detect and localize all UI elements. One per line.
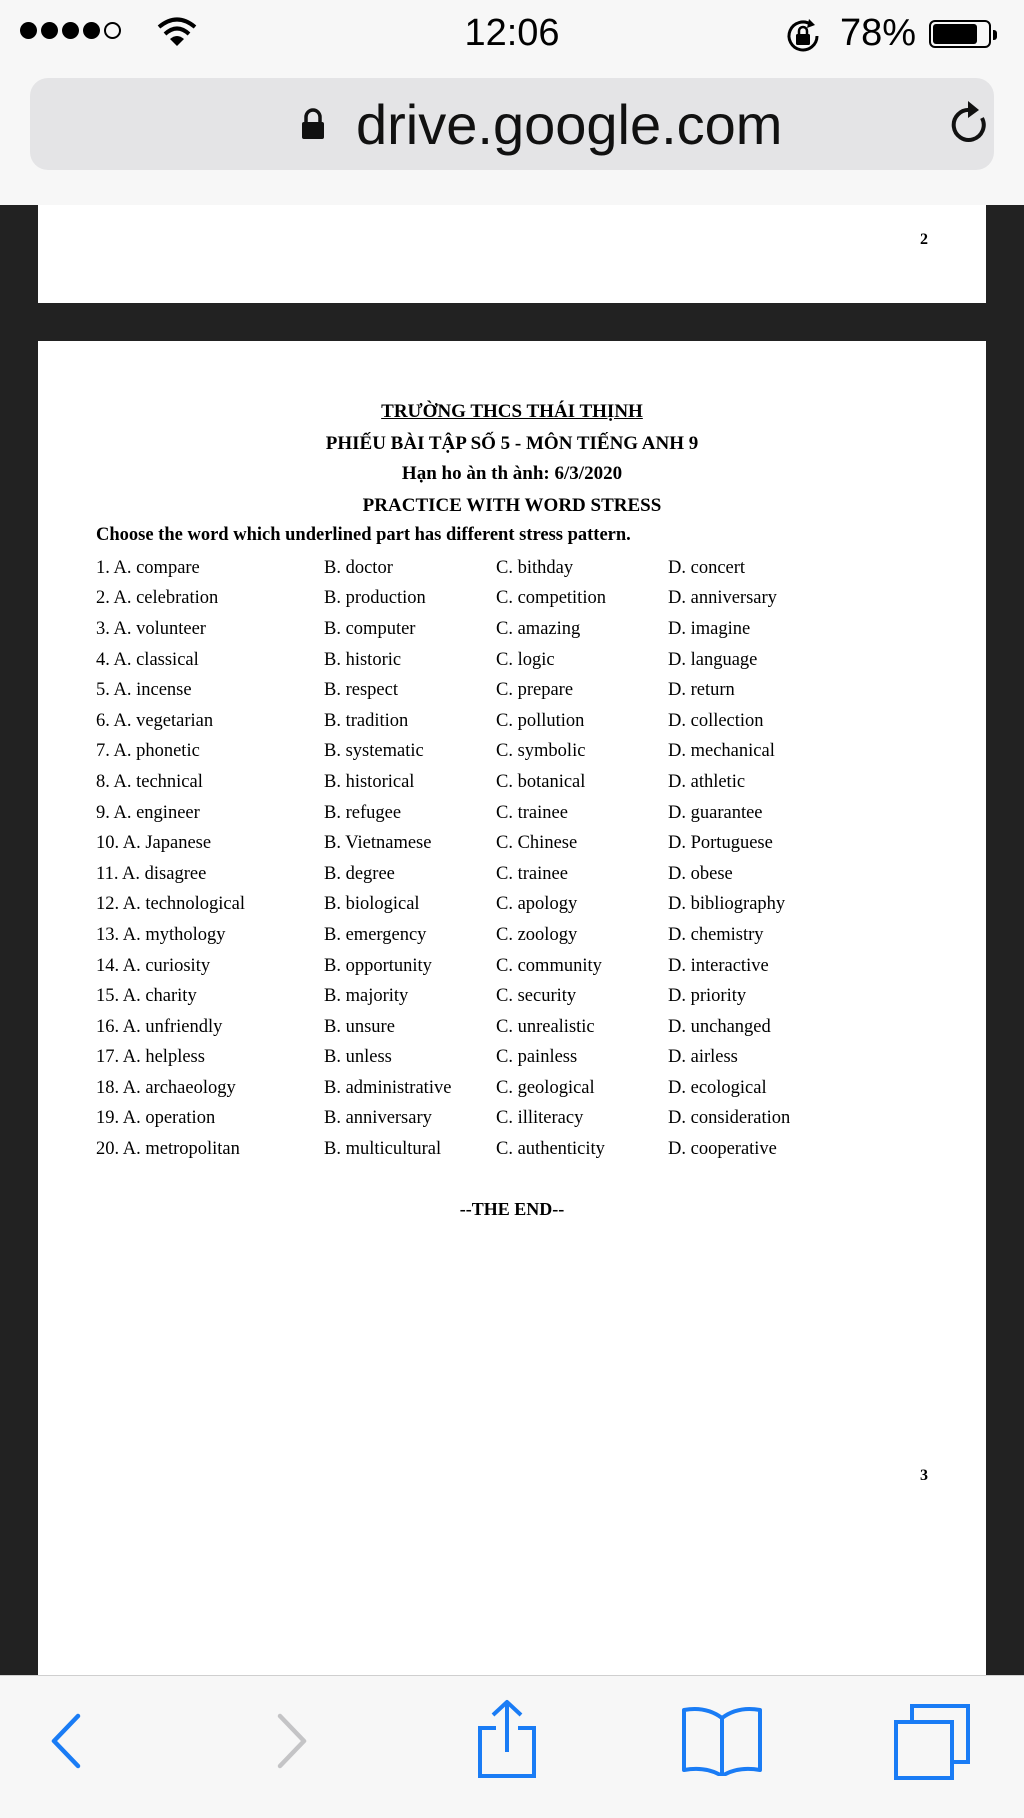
option-a: 14. A. curiosity	[96, 955, 211, 976]
option-b: B. majority	[324, 986, 409, 1007]
option-d: D. concert	[668, 557, 746, 578]
question-row	[96, 614, 848, 645]
option-a: 6. A. vegetarian	[96, 710, 214, 731]
lock-icon	[300, 108, 326, 140]
option-b: B. Vietnamese	[324, 833, 432, 854]
option-d: D. return	[668, 680, 735, 701]
option-b: B. respect	[324, 680, 398, 701]
tabs-icon[interactable]	[892, 1702, 972, 1782]
page-number: 2	[920, 231, 928, 248]
option-a: 8. A. technical	[96, 771, 203, 792]
option-d: D. bibliography	[668, 894, 786, 915]
option-b: B. historical	[324, 771, 415, 792]
clock: 12:06	[464, 12, 560, 54]
option-b: B. degree	[324, 863, 395, 884]
option-d: D. consideration	[668, 1108, 791, 1129]
option-c: C. security	[496, 986, 577, 1007]
option-a: 17. A. helpless	[96, 1047, 205, 1068]
question-list	[96, 553, 848, 1165]
instruction: Choose the word which underlined part has different stress pattern.	[96, 525, 631, 545]
option-a: 19. A. operation	[96, 1108, 216, 1129]
option-d: D. Portuguese	[668, 833, 773, 854]
option-b: B. administrative	[324, 1077, 452, 1098]
option-c: C. geological	[496, 1077, 595, 1098]
forward-icon[interactable]	[272, 1706, 312, 1776]
option-c: C. trainee	[496, 802, 568, 823]
option-c: C. apology	[496, 894, 578, 915]
option-c: C. competition	[496, 588, 606, 609]
option-d: D. language	[668, 649, 758, 670]
option-a: 11. A. disagree	[96, 863, 207, 884]
option-c: C. unrealistic	[496, 1016, 595, 1037]
option-b: B. doctor	[324, 557, 393, 578]
option-c: C. illiteracy	[496, 1108, 584, 1129]
question-row	[96, 584, 848, 615]
url-text[interactable]: drive.google.com	[356, 93, 783, 156]
question-row	[96, 767, 848, 798]
option-d: D. unchanged	[668, 1016, 771, 1037]
option-d: D. airless	[668, 1047, 738, 1068]
option-b: B. emergency	[324, 924, 427, 945]
option-a: 2. A. celebration	[96, 588, 219, 609]
option-c: C. bithday	[496, 557, 574, 578]
end-marker: --THE END--	[459, 1199, 565, 1219]
question-row	[96, 890, 848, 921]
option-c: C. community	[496, 955, 602, 976]
option-b: B. unless	[324, 1047, 392, 1068]
section-title: PRACTICE WITH WORD STRESS	[362, 495, 662, 516]
option-a: 15. A. charity	[96, 986, 197, 1007]
rotation-lock-icon	[783, 16, 823, 56]
option-b: B. systematic	[324, 741, 424, 762]
page-number: 3	[920, 1467, 928, 1484]
question-row	[96, 798, 848, 829]
option-b: B. unsure	[324, 1016, 395, 1037]
option-d: D. chemistry	[668, 924, 764, 945]
option-c: C. botanical	[496, 771, 586, 792]
option-c: C. amazing	[496, 618, 581, 639]
status-bar	[0, 0, 1024, 70]
question-row	[96, 951, 848, 982]
option-d: D. collection	[668, 710, 764, 731]
share-icon[interactable]	[474, 1698, 540, 1780]
option-c: C. Chinese	[496, 833, 578, 854]
bookmarks-icon[interactable]	[680, 1704, 764, 1776]
option-b: B. multicultural	[324, 1139, 442, 1160]
option-a: 1. A. compare	[96, 557, 200, 578]
option-b: B. tradition	[324, 710, 409, 731]
battery-percentage: 78%	[840, 12, 917, 54]
question-row	[96, 737, 848, 768]
option-a: 20. A. metropolitan	[96, 1139, 240, 1160]
option-b: B. refugee	[324, 802, 402, 823]
option-c: C. authenticity	[496, 1139, 605, 1160]
option-c: C. logic	[496, 649, 555, 670]
option-d: D. ecological	[668, 1077, 767, 1098]
question-row	[96, 1012, 848, 1043]
option-b: B. biological	[324, 894, 420, 915]
option-d: D. guarantee	[668, 802, 763, 823]
option-a: 10. A. Japanese	[96, 833, 212, 854]
option-a: 5. A. incense	[96, 680, 192, 701]
option-d: D. mechanical	[668, 741, 775, 762]
option-a: 12. A. technological	[96, 894, 245, 915]
current-page	[38, 341, 986, 1675]
question-row	[96, 645, 848, 676]
option-d: D. athletic	[668, 771, 746, 792]
question-row	[96, 1043, 848, 1074]
option-d: D. interactive	[668, 955, 769, 976]
option-b: B. production	[324, 588, 426, 609]
option-a: 3. A. volunteer	[96, 618, 206, 639]
option-a: 13. A. mythology	[96, 924, 226, 945]
option-a: 18. A. archaeology	[96, 1077, 236, 1098]
option-a: 16. A. unfriendly	[96, 1016, 223, 1037]
option-a: 7. A. phonetic	[96, 741, 200, 762]
browser-toolbar	[0, 1675, 1024, 1818]
option-b: B. computer	[324, 618, 416, 639]
back-icon[interactable]	[46, 1706, 86, 1776]
deadline: Hạn ho àn th ành: 6/3/2020	[401, 463, 623, 484]
question-row	[96, 675, 848, 706]
option-d: D. imagine	[668, 618, 751, 639]
option-c: C. trainee	[496, 863, 568, 884]
option-c: C. prepare	[496, 680, 574, 701]
pdf-viewer[interactable]	[0, 205, 1024, 1675]
option-d: D. anniversary	[668, 588, 777, 609]
reload-icon[interactable]	[946, 98, 994, 150]
option-c: C. zoology	[496, 924, 578, 945]
question-row	[96, 553, 848, 584]
question-row	[96, 1073, 848, 1104]
option-b: B. anniversary	[324, 1108, 432, 1129]
battery-icon	[929, 20, 991, 48]
school-name: TRƯỜNG THCS THÁI THỊNH	[381, 401, 643, 422]
option-d: D. cooperative	[668, 1139, 777, 1160]
option-b: B. opportunity	[324, 955, 432, 976]
question-row	[96, 828, 848, 859]
question-row	[96, 920, 848, 951]
option-c: C. pollution	[496, 710, 585, 731]
option-d: D. obese	[668, 863, 733, 884]
option-c: C. painless	[496, 1047, 578, 1068]
address-bar[interactable]	[30, 78, 994, 170]
worksheet-title: PHIẾU BÀI TẬP SỐ 5 - MÔN TIẾNG ANH 9	[325, 433, 699, 454]
question-row	[96, 1104, 848, 1135]
question-row	[96, 981, 848, 1012]
question-row	[96, 1134, 848, 1165]
question-row	[96, 706, 848, 737]
option-c: C. symbolic	[496, 741, 586, 762]
option-d: D. priority	[668, 986, 747, 1007]
previous-page	[38, 205, 986, 303]
question-row	[96, 859, 848, 890]
option-a: 4. A. classical	[96, 649, 199, 670]
option-a: 9. A. engineer	[96, 802, 200, 823]
option-b: B. historic	[324, 649, 402, 670]
